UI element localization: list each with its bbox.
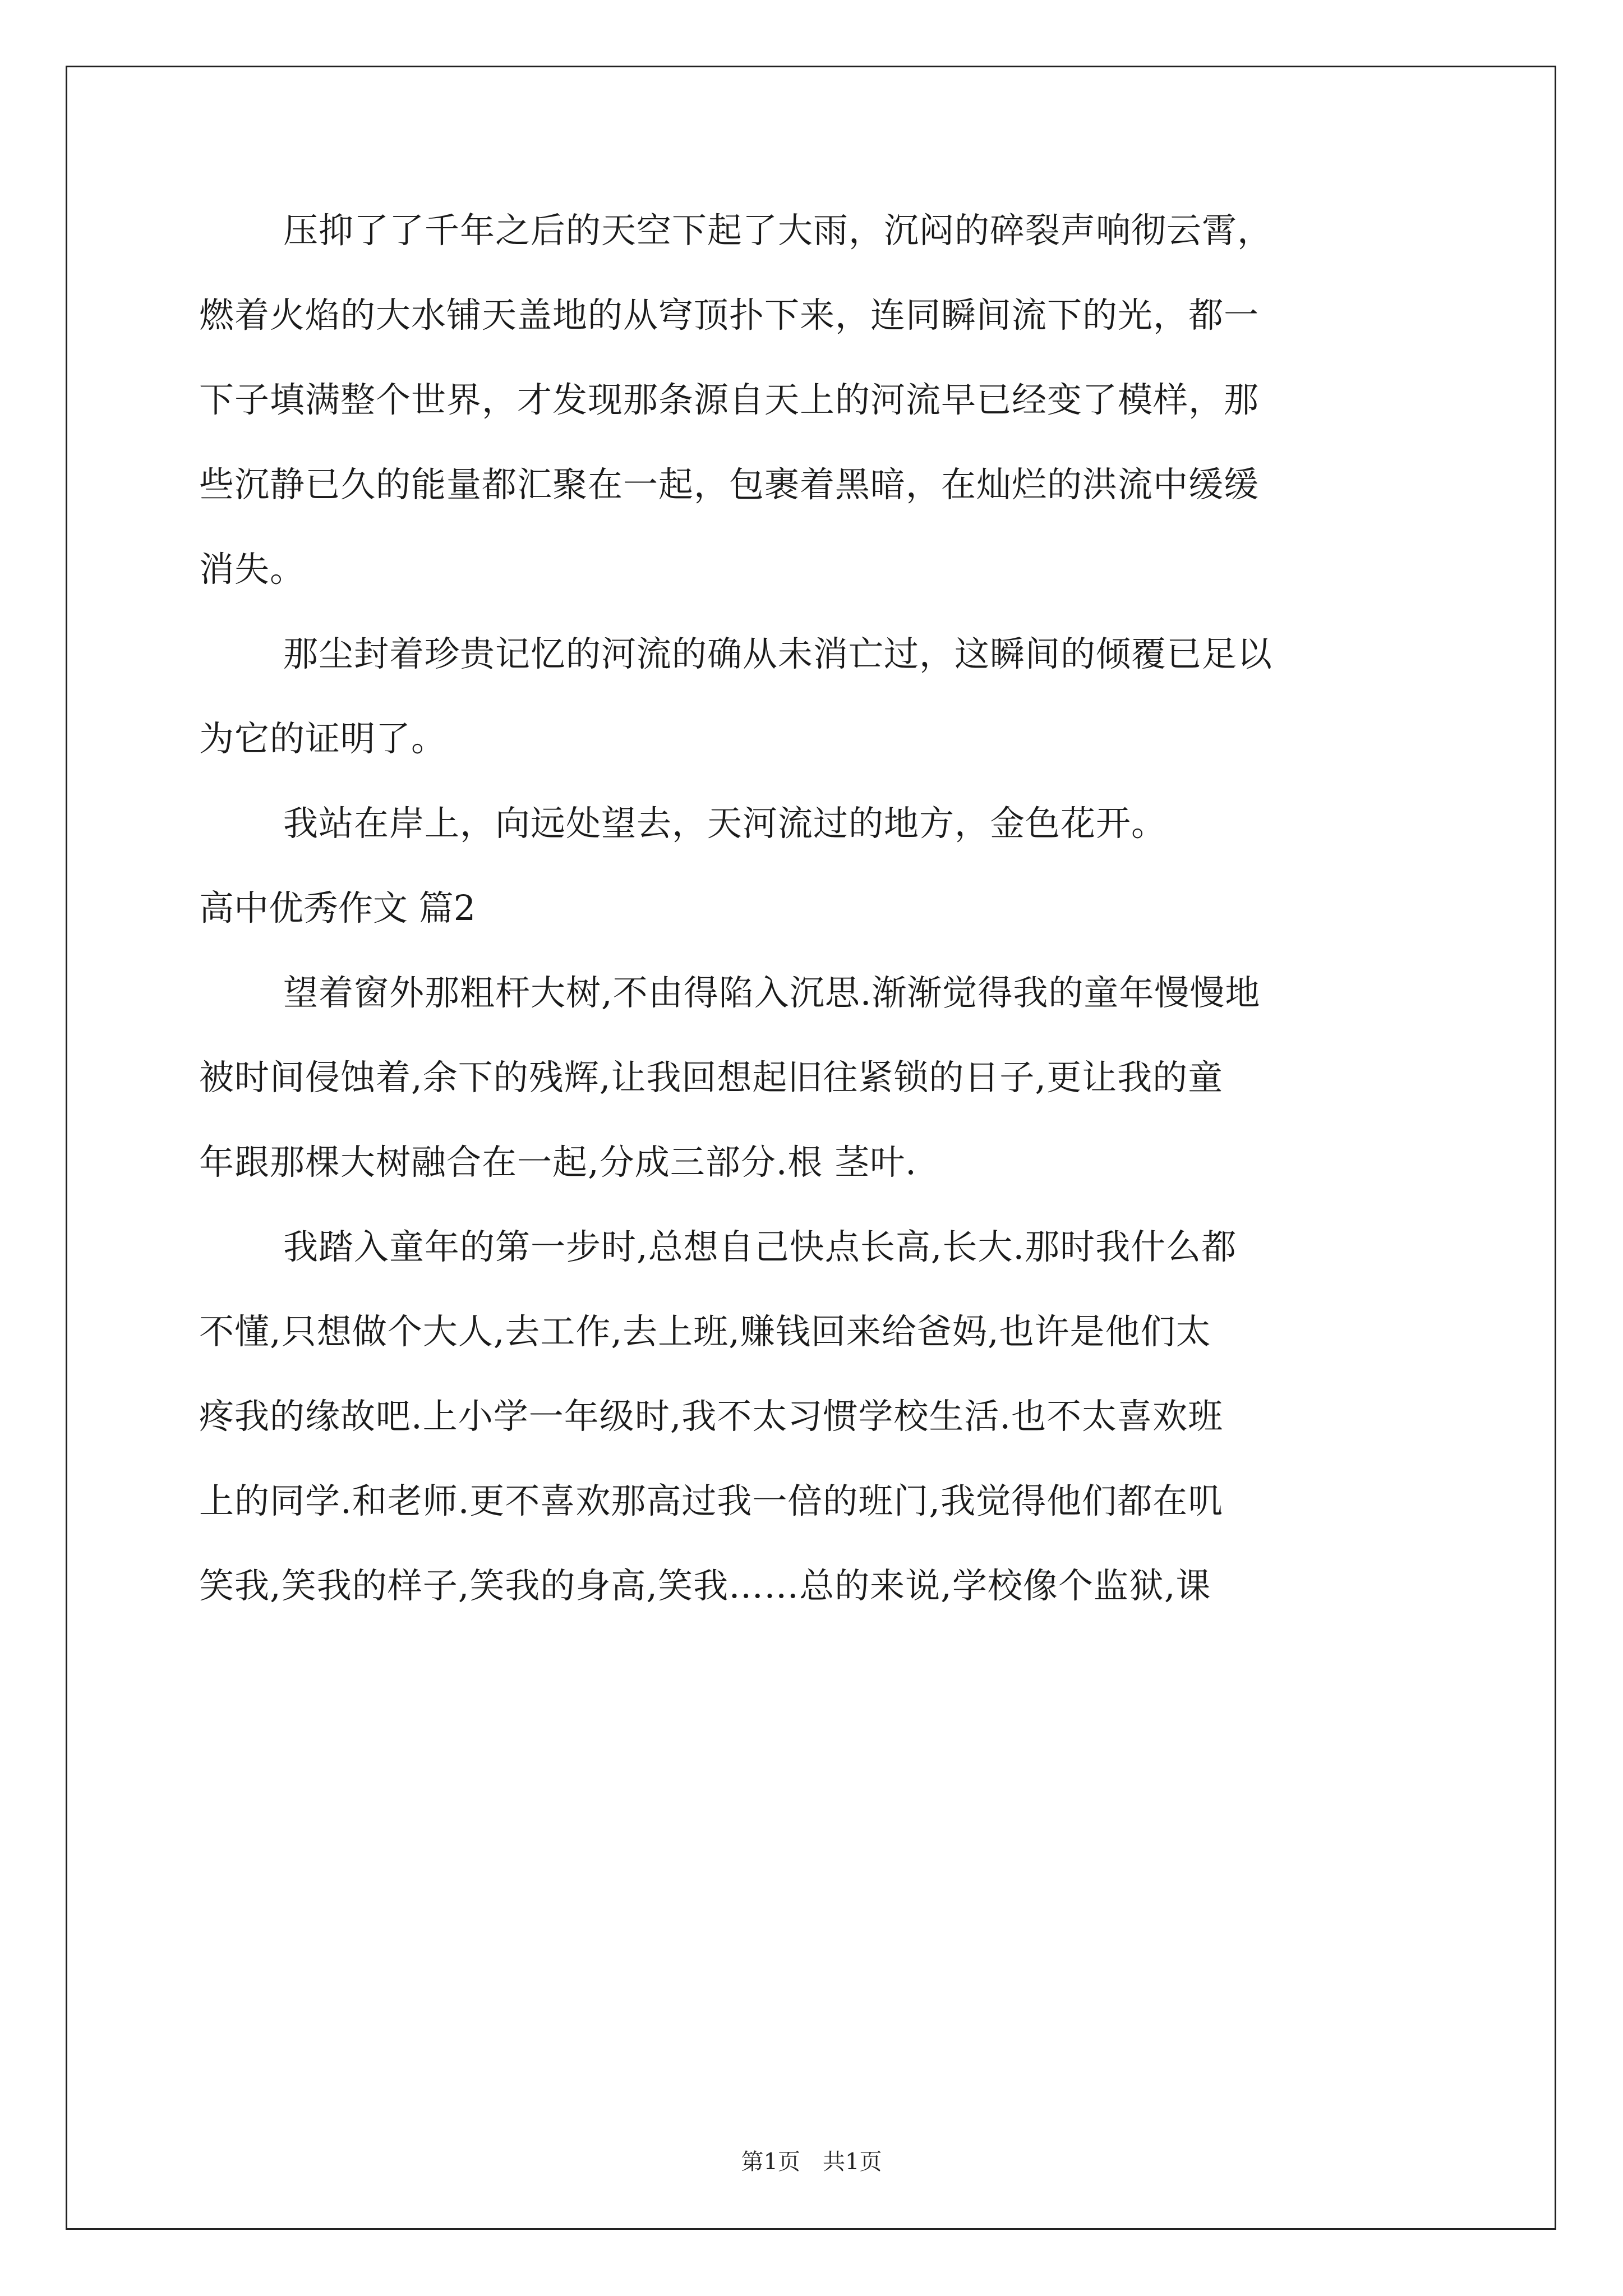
- text-line: 下子填满整个世界，才发现那条源自天上的河流早已经变了模样，那: [199, 379, 1260, 420]
- text-line: 我站在岸上，向远处望去，天河流过的地方，金色花开。: [283, 803, 1167, 844]
- text-line: 些沉静已久的能量都汇聚在一起，包裹着黑暗，在灿烂的洪流中缓缓: [199, 464, 1260, 505]
- paragraph-4: [199, 971, 1433, 1225]
- paragraph-3: [199, 802, 1433, 886]
- text-line: 被时间侵蚀着,余下的残辉,让我回想起旧往紧锁的日子,更让我的童: [199, 1057, 1224, 1098]
- text-line: 为它的证明了。: [199, 718, 447, 759]
- section-heading: 高中优秀作文 篇2: [199, 887, 476, 928]
- page-number-footer: 第1页 共1页: [741, 2149, 882, 2175]
- paragraph-5: [199, 1225, 1433, 1649]
- text-line: 燃着火焰的大水铺天盖地的从穹顶扑下来，连同瞬间流下的光，都一: [199, 295, 1260, 335]
- text-line: 我踏入童年的第一步时,总想自己快点长高,长大.那时我什么都: [283, 1226, 1237, 1267]
- text-line: 望着窗外那粗杆大树,不由得陷入沉思.渐渐觉得我的童年慢慢地: [283, 972, 1261, 1013]
- paragraph-2: [199, 632, 1433, 802]
- document-body: [199, 209, 1433, 1649]
- paragraph-1: [199, 209, 1433, 632]
- text-line: 不懂,只想做个大人,去工作,去上班,赚钱回来给爸妈,也许是他们太: [199, 1311, 1211, 1352]
- text-line: 上的同学.和老师.更不喜欢那高过我一倍的班门,我觉得他们都在叽: [199, 1480, 1224, 1521]
- text-line: 疼我的缘故吧.上小学一年级时,我不太习惯学校生活.也不太喜欢班: [199, 1396, 1224, 1437]
- text-line: 消失。: [199, 549, 306, 590]
- text-line: 笑我,笑我的样子,笑我的身高,笑我……总的来说,学校像个监狱,课: [199, 1565, 1211, 1606]
- text-line: 压抑了了千年之后的天空下起了大雨，沉闷的碎裂声响彻云霄，: [283, 210, 1273, 251]
- text-line: 那尘封着珍贵记忆的河流的确从未消亡过，这瞬间的倾覆已足以: [283, 633, 1273, 674]
- text-line: 年跟那棵大树融合在一起,分成三部分.根 茎叶.: [199, 1142, 917, 1182]
